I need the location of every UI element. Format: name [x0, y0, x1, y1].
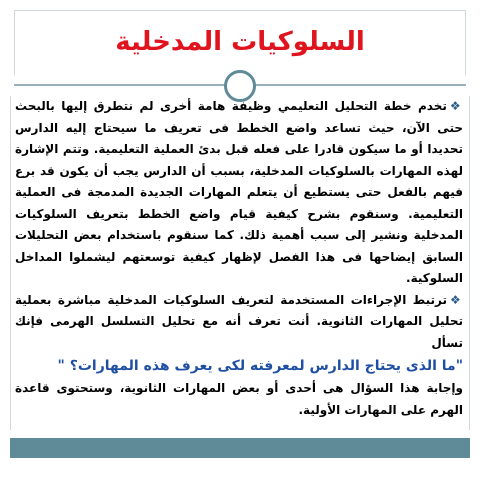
paragraph-2-text: ترتبط الإجراءات المستخدمة لتعريف السلوكيات المدخلية مباشرة بعملية تحليل المهارات الثانوية. أنت تعرف أنه مع تحليل التسلسل الهرمى فإنك تسأل [15, 292, 463, 350]
footer-bar [10, 438, 470, 458]
paragraph-2 [15, 290, 463, 355]
paragraph-3: وإجابة هذا السؤال هى أحدى أو بعض المهارات الثانوية، وستحتوى قاعدة الهرم على المهارات الأولية. [15, 381, 463, 417]
quote-question: "ما الذى يحتاج الدارس لمعرفته لكى يعرف هذه المهارات؟ " [57, 358, 463, 374]
diamond-bullet-icon: ❖ [449, 292, 463, 307]
paragraph-1-text: تخدم خطة التحليل التعليمي وظيفة هامة أخرى لم نتطرق إليها بالبحث حتى الآن، حيث تساعد واضع الخطط فى تعريف ما سيحتاج إليه الدارس تحديدا أو ما سيكون قادرا على فعله قبل بدئ العملية التعليمية. وتتم الإشارة لهذه المهارات بالسلوكيات المدخلية، بسبب أن الدارس يجب أن يكون قد برع فيهم بالفعل حتى يستطيع أن يتعلم المهارات الجديدة المدمجة فى العملية التعليمية. وسنقوم بشرح كيفية قيام واضع الخطط بتعريف السلوكيات المدخلية ونشير إلى سبب أهمية ذلك. كما سنقوم باستخدام بعض التحليلات السابق إيضاحها فى هذا الفصل لإظهار كيفية توسعتهم ليشملوا المداخل السلوكية. [15, 99, 463, 285]
slide-title: السلوكيات المدخلية [115, 27, 365, 57]
title-area [14, 10, 466, 75]
diamond-bullet-icon: ❖ [449, 99, 464, 113]
slide-content [10, 96, 470, 430]
paragraph-1 [15, 96, 463, 290]
